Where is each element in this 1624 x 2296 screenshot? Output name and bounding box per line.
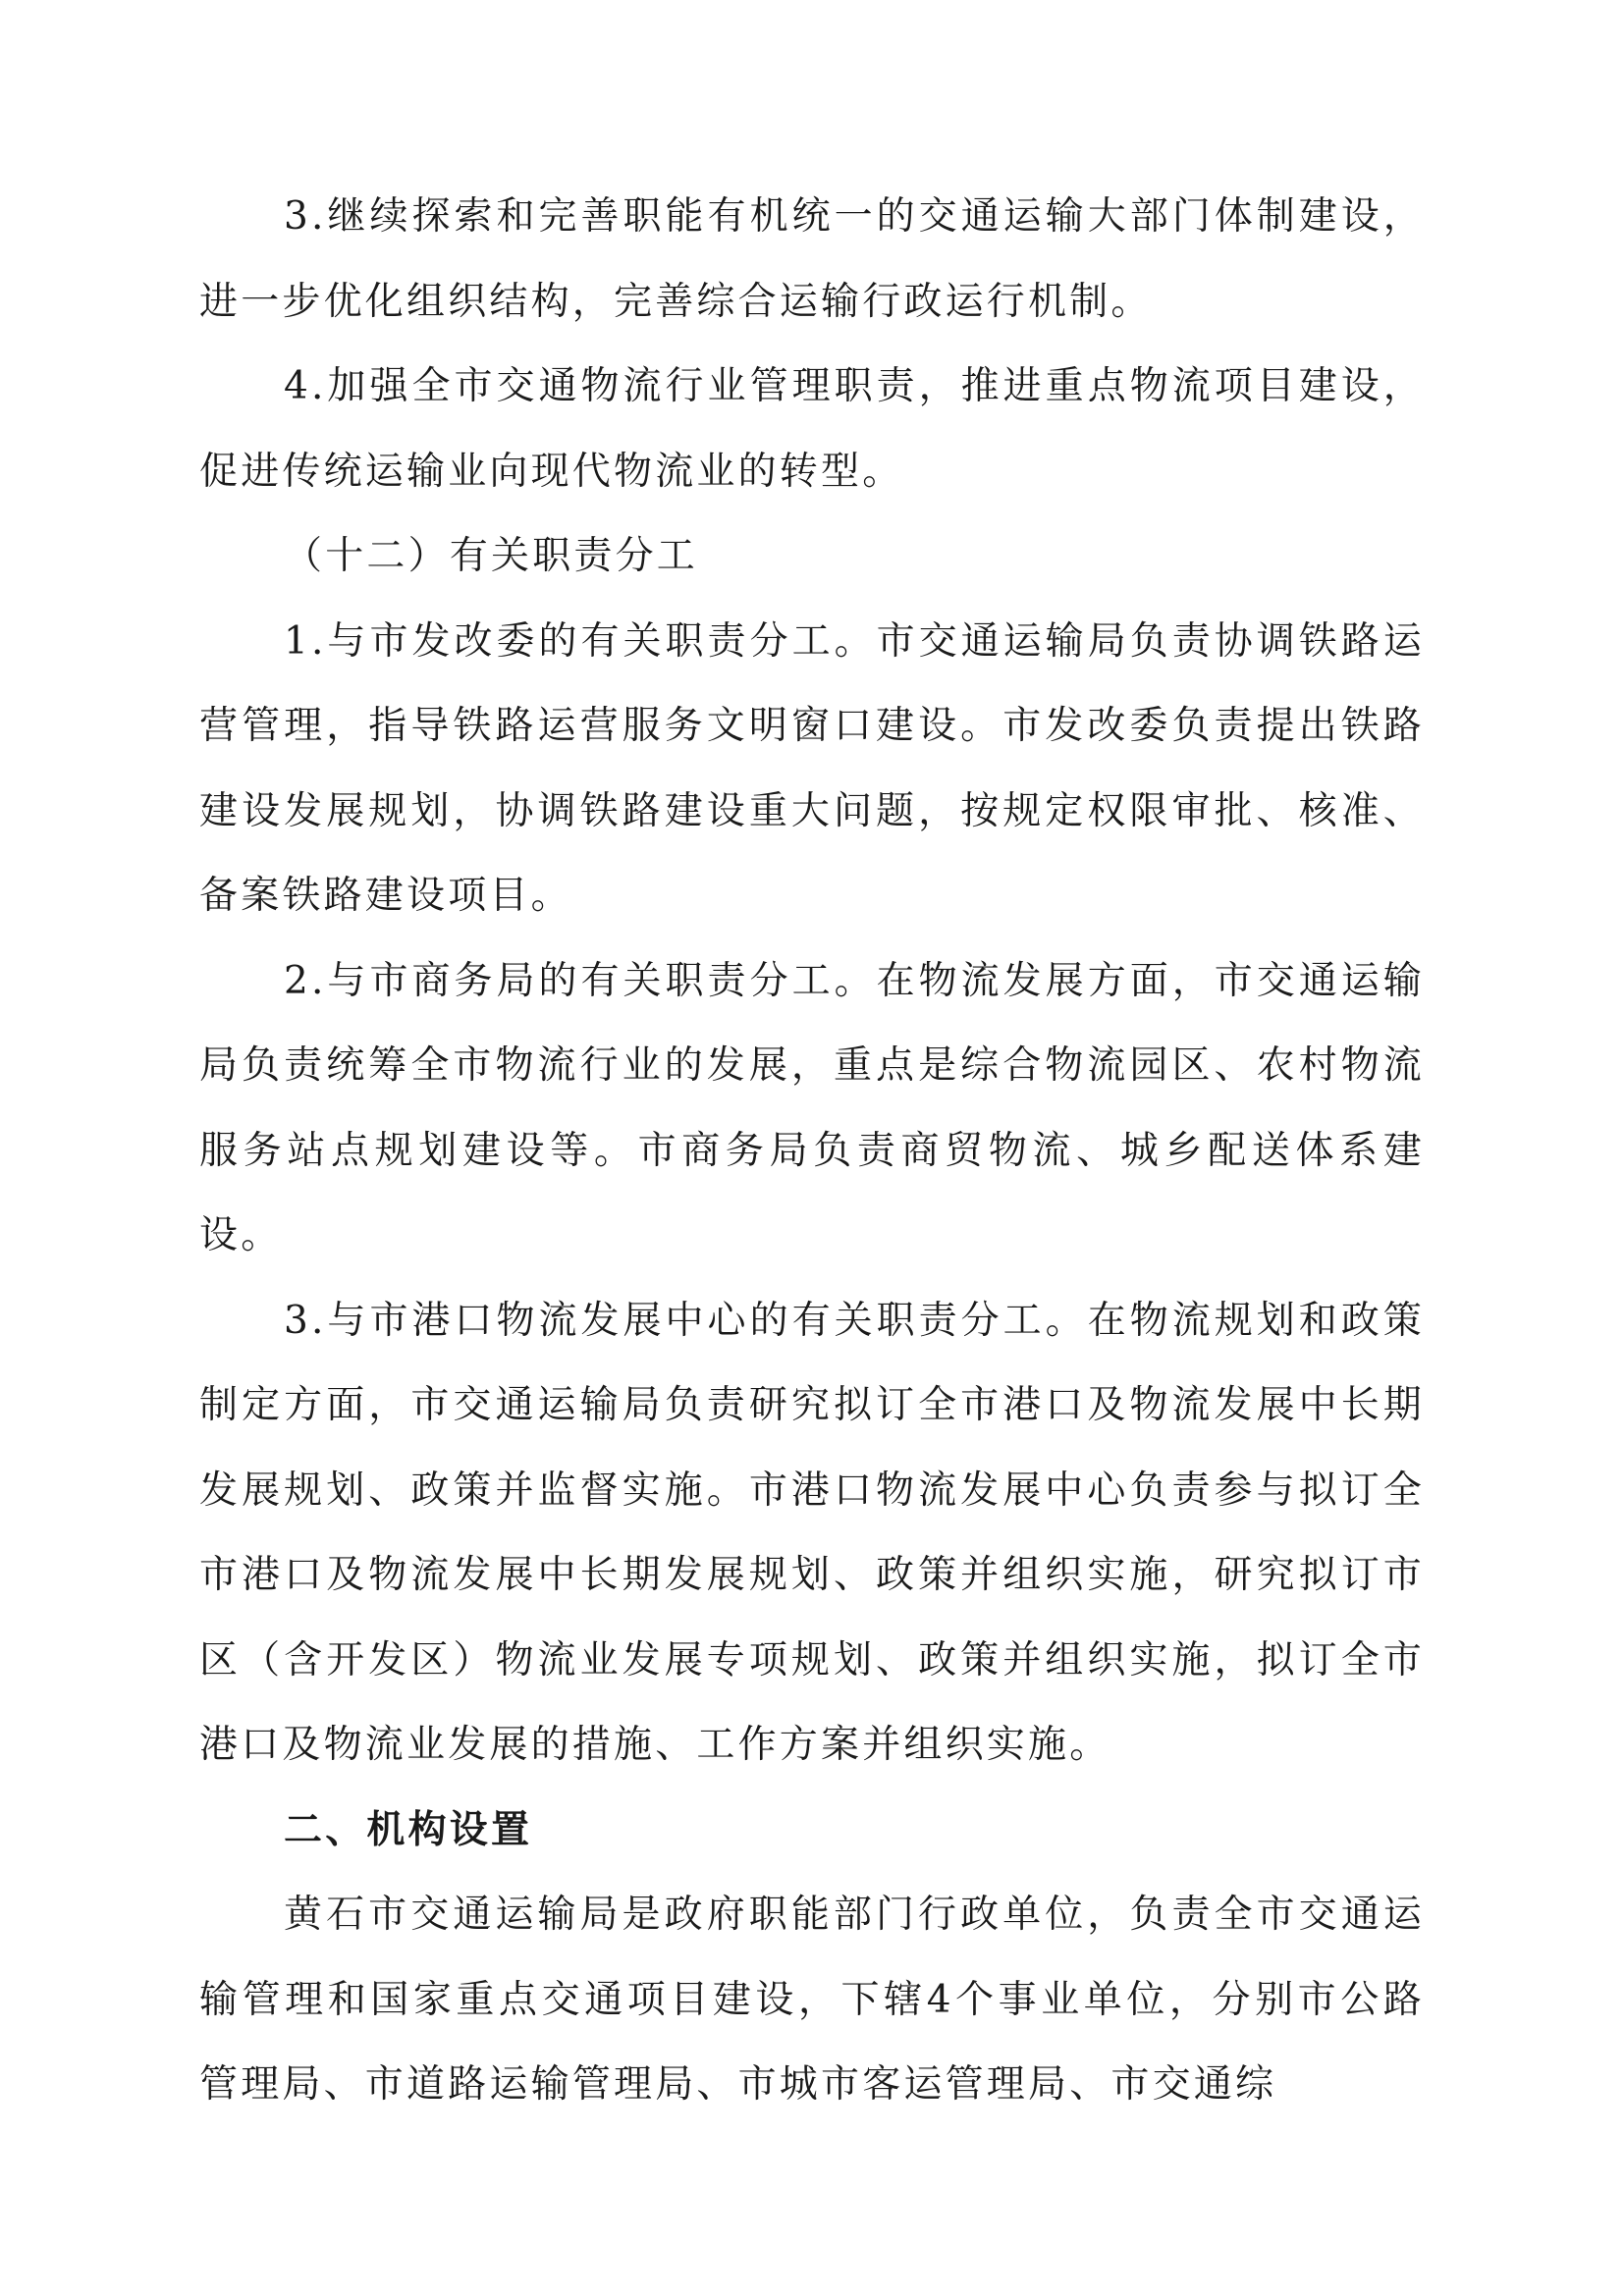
section-heading-12: （十二）有关职责分工 <box>284 534 699 578</box>
paragraph-division-1: 1.与市发改委的有关职责分工。市交通运输局负责协调铁路运营管理，指导铁路运营服务文明窗口建设。市发改委负责提出铁路建设发展规划，协调铁路建设重大问题，按规定权限审批、核准、备案铁路建设项目。 <box>199 618 1425 918</box>
document-body <box>199 175 1425 2128</box>
paragraph-division-3: 3.与市港口物流发展中心的有关职责分工。在物流规划和政策制定方面，市交通运输局负责研究拟订全市港口及物流发展中长期发展规划、政策并监督实施。市港口物流发展中心负责参与拟订全市港口及物流发展中长期发展规划、政策并组织实施，研究拟订市区（含开发区）物流业发展专项规划、政策并组织实施，拟订全市港口及物流业发展的措施、工作方案并组织实施。 <box>199 1298 1425 1767</box>
section-heading-2: 二、机构设置 <box>284 1807 533 1852</box>
paragraph-organization: 黄石市交通运输局是政府职能部门行政单位，负责全市交通运输管理和国家重点交通项目建设，下辖4个事业单位，分别市公路管理局、市道路运输管理局、市城市客运管理局、市交通综 <box>199 1893 1425 2107</box>
paragraph-item-4: 4.加强全市交通物流行业管理职责，推进重点物流项目建设，促进传统运输业向现代物流业的转型。 <box>199 364 1425 494</box>
paragraph-division-2: 2.与市商务局的有关职责分工。在物流发展方面，市交通运输局负责统筹全市物流行业的发展，重点是综合物流园区、农村物流服务站点规划建设等。市商务局负责商贸物流、城乡配送体系建设。 <box>199 958 1425 1257</box>
paragraph-item-3: 3.继续探索和完善职能有机统一的交通运输大部门体制建设，进一步优化组织结构，完善综合运输行政运行机制。 <box>199 194 1425 324</box>
